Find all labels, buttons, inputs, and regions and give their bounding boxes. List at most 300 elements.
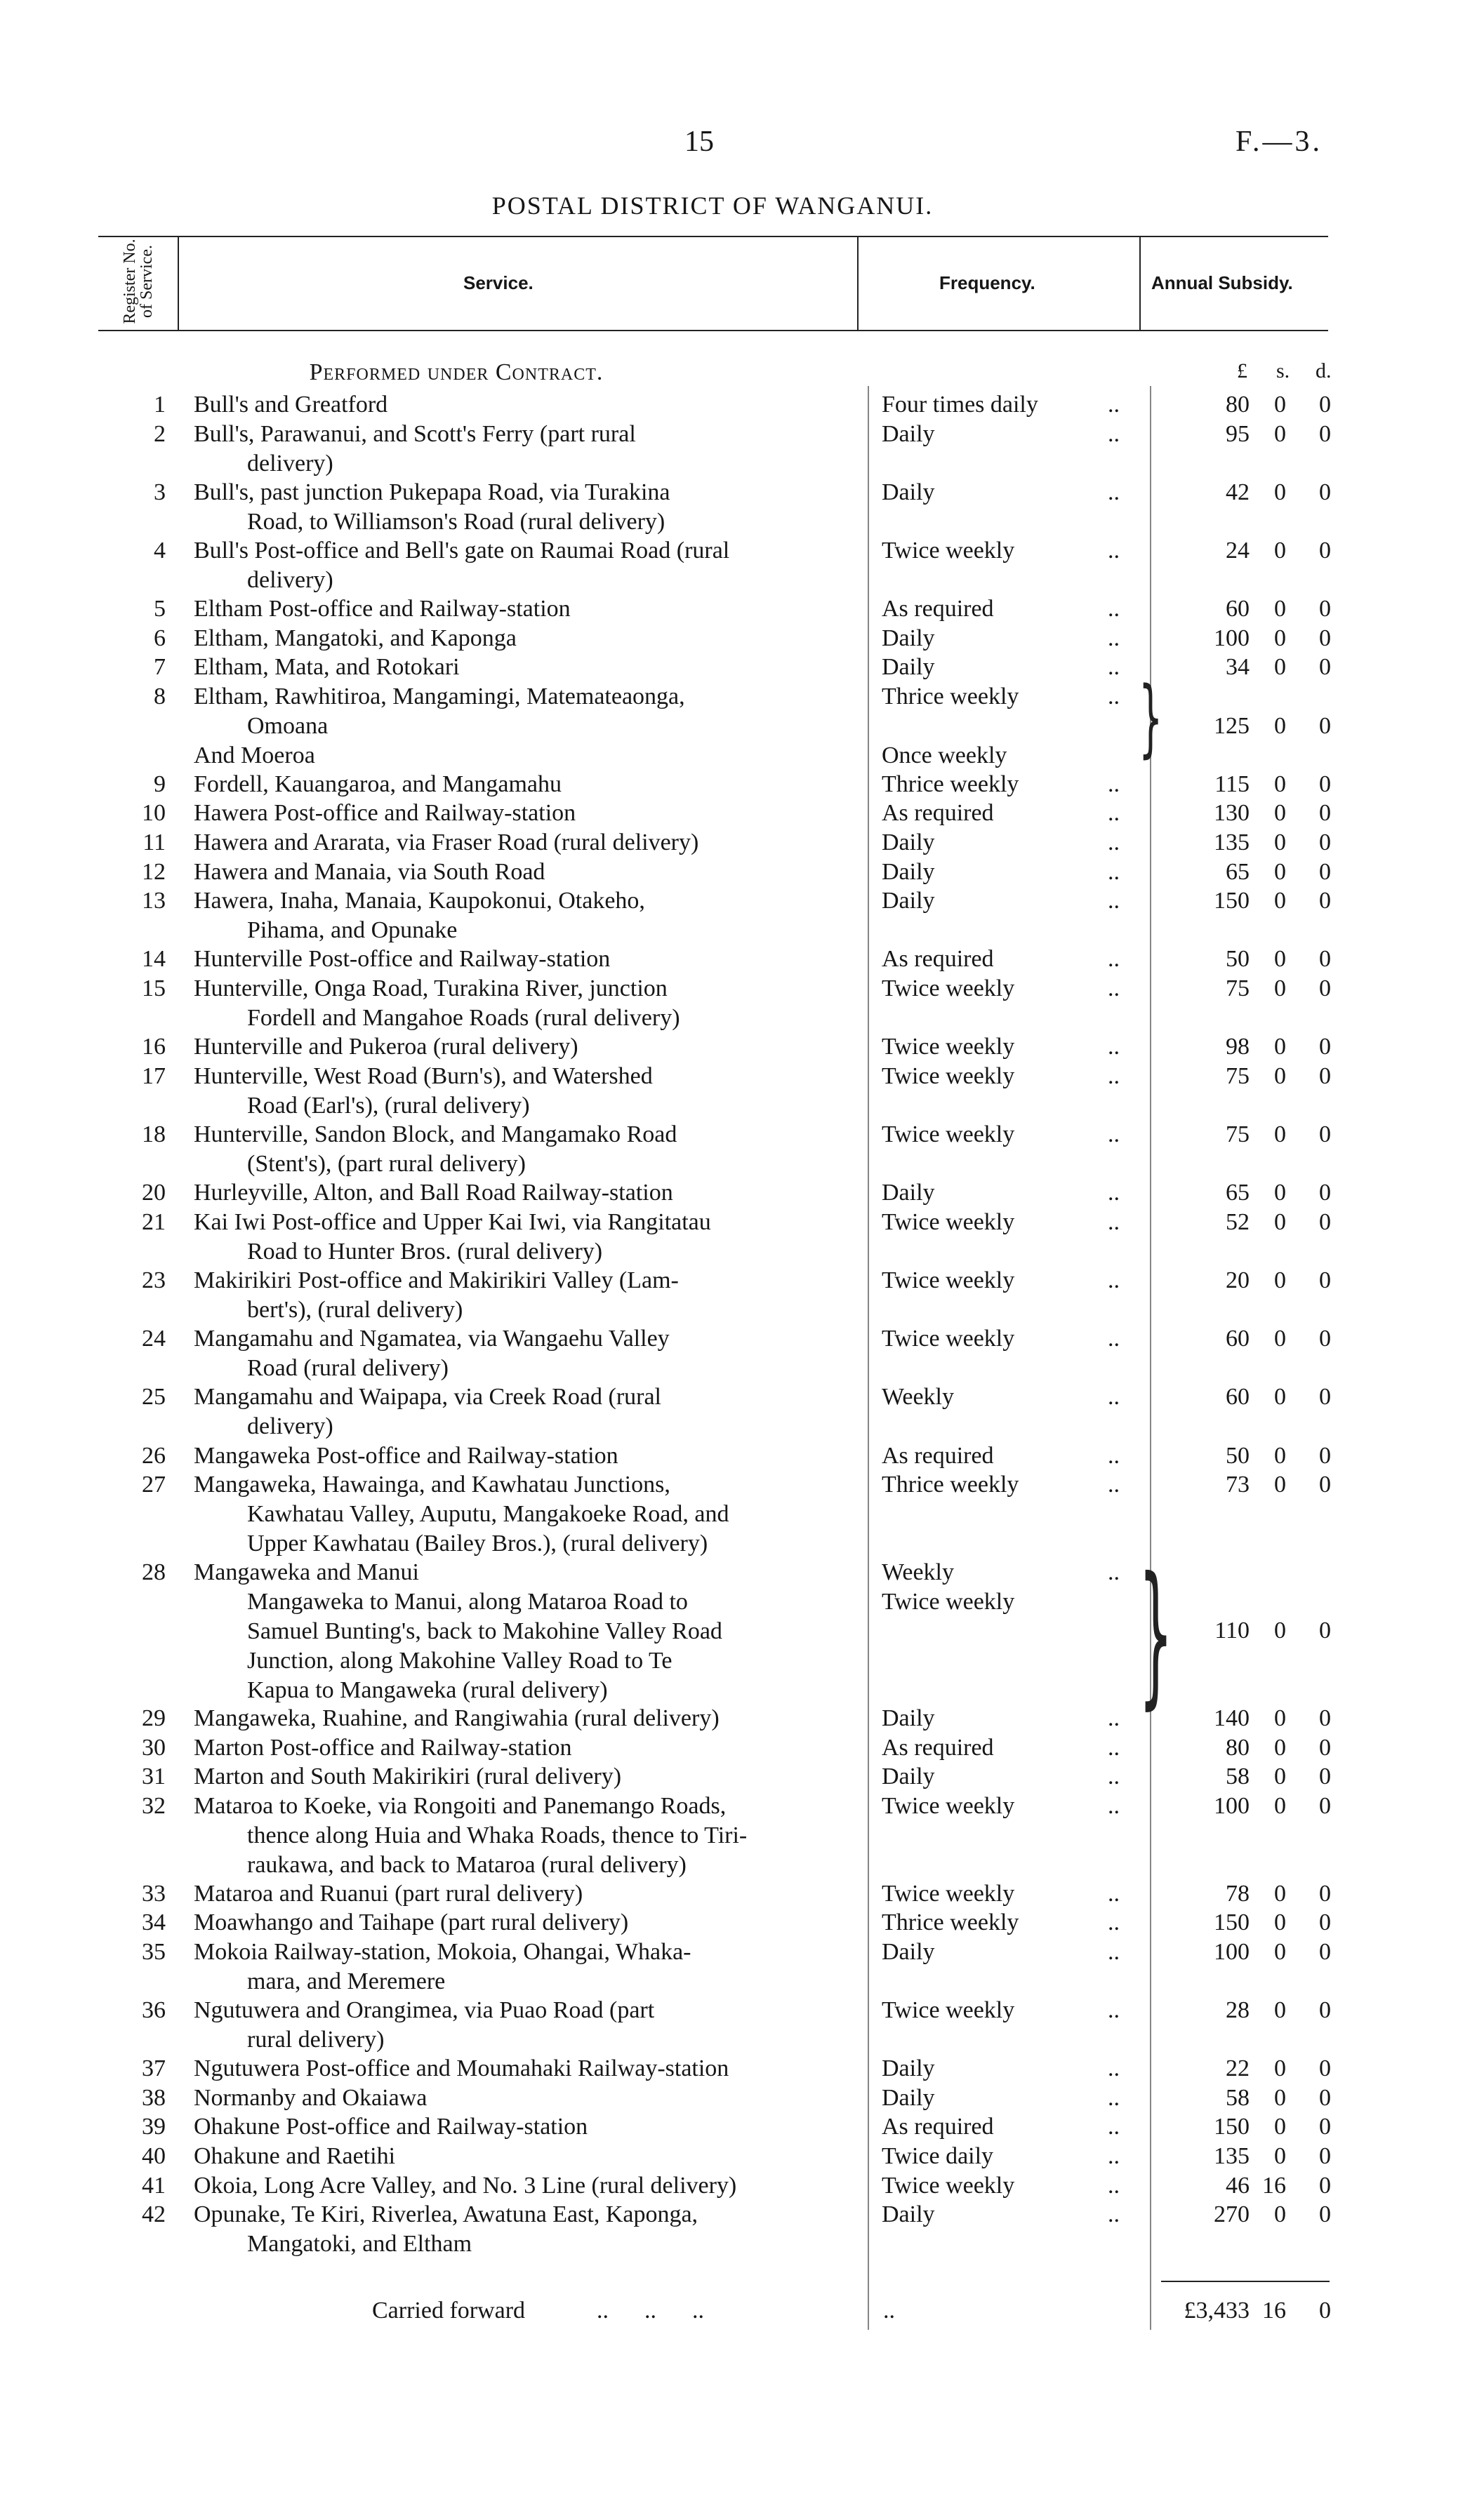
service-line: raukawa, and back to Mataroa (rural delivery) xyxy=(247,1851,687,1878)
subsidy-pence: 0 xyxy=(1319,1792,1331,1819)
subsidy-pounds: 60 xyxy=(1226,1326,1250,1352)
subsidy-pence: 0 xyxy=(1319,1997,1331,2023)
dot-leader: .. xyxy=(1108,420,1120,447)
subsidy-pence: 0 xyxy=(1319,1180,1331,1206)
body-rule-service xyxy=(868,386,869,2330)
register-number: 3 xyxy=(154,479,166,505)
frequency-line: Four times daily xyxy=(882,392,1038,418)
dot-leader: .. xyxy=(1108,1705,1120,1731)
dot-leader: .. xyxy=(1108,596,1120,622)
frequency xyxy=(882,478,1134,507)
subsidy-shillings: 0 xyxy=(1274,2143,1286,2169)
register-number: 1 xyxy=(154,392,166,418)
subsidy-pence: 0 xyxy=(1319,1938,1331,1965)
dot-leader: .. xyxy=(1108,2143,1120,2169)
subsidy-pounds: 46 xyxy=(1226,2172,1250,2199)
service-line: Mangaweka to Manui, along Mataroa Road to xyxy=(247,1589,688,1615)
service-description xyxy=(194,945,848,974)
carried-forward-shillings: 16 xyxy=(1262,2298,1286,2324)
subsidy-pounds: 125 xyxy=(1214,712,1250,739)
document-reference: F.—3. xyxy=(1235,126,1323,158)
subsidy-pence: 0 xyxy=(1319,1472,1331,1498)
register-number: 27 xyxy=(142,1472,166,1498)
frequency-line: Daily xyxy=(882,1705,935,1731)
service-description xyxy=(194,1208,848,1267)
subsidy-pounds: 75 xyxy=(1226,1121,1250,1147)
frequency xyxy=(882,594,1134,624)
service-line: (Stent's), (part rural delivery) xyxy=(247,1151,526,1177)
service-description xyxy=(194,828,848,858)
service-description xyxy=(194,624,848,653)
subsidy-shillings: 0 xyxy=(1274,946,1286,973)
subsidy-pence: 0 xyxy=(1319,1121,1331,1147)
service-line: Upper Kawhatau (Bailey Bros.), (rural delivery) xyxy=(247,1531,708,1557)
service-line: Eltham, Rawhitiroa, Mangamingi, Matemateaonga, xyxy=(194,684,685,709)
dot-leader: .. xyxy=(1108,1384,1120,1411)
subsidy-pounds: 135 xyxy=(1214,2143,1250,2169)
frequency-line xyxy=(882,712,1134,741)
subsidy-pounds: 20 xyxy=(1226,1267,1250,1293)
subsidy-pounds: 75 xyxy=(1226,975,1250,1001)
register-number: 25 xyxy=(142,1384,166,1411)
frequency xyxy=(882,2084,1134,2113)
frequency-line: As required xyxy=(882,946,994,973)
register-number: 32 xyxy=(142,1792,166,1819)
subsidy-pounds: 60 xyxy=(1226,596,1250,622)
service-line: Hunterville, West Road (Burn's), and Watershed xyxy=(194,1062,653,1089)
subsidy-pence: 0 xyxy=(1319,800,1331,827)
subsidy-shillings: 0 xyxy=(1274,829,1286,855)
frequency xyxy=(882,1062,1134,1091)
register-number: 28 xyxy=(142,1559,166,1585)
service-line: Hawera Post-office and Railway-station xyxy=(194,800,576,827)
subsidy-shillings: 0 xyxy=(1274,1326,1286,1352)
dot-leader: .. xyxy=(1108,1121,1120,1147)
service-line: Normanby and Okaiawa xyxy=(194,2084,428,2111)
frequency xyxy=(882,1120,1134,1149)
service-description xyxy=(194,653,848,682)
subsidy-pence: 0 xyxy=(1319,1618,1331,1644)
service-description xyxy=(194,2054,848,2084)
dot-leader: .. xyxy=(1108,625,1120,651)
dot-leader: .. xyxy=(1108,858,1120,885)
carried-forward-pounds: £3,433 xyxy=(1184,2298,1250,2324)
frequency-line: Daily xyxy=(882,2084,935,2111)
subsidy-pounds: 28 xyxy=(1226,1997,1250,2023)
column-header-subsidy: Annual Subsidy. xyxy=(1151,272,1293,293)
service-line: Hunterville and Pukeroa (rural delivery) xyxy=(194,1034,578,1060)
subsidy-pounds: 50 xyxy=(1226,1442,1250,1469)
frequency xyxy=(882,2054,1134,2084)
frequency xyxy=(882,390,1134,420)
subsidy-pounds: 65 xyxy=(1226,1180,1250,1206)
subsidy-shillings: 0 xyxy=(1274,654,1286,681)
subsidy-pounds: 34 xyxy=(1226,654,1250,681)
frequency-line: Daily xyxy=(882,888,935,914)
service-line: Eltham Post-office and Railway-station xyxy=(194,596,571,622)
frequency-line: Once weekly xyxy=(882,742,1007,768)
subsidy-shillings: 0 xyxy=(1274,975,1286,1001)
service-description xyxy=(194,799,848,828)
dot-leader: .. xyxy=(1108,479,1120,505)
frequency-line: Daily xyxy=(882,625,935,651)
subsidy-pence: 0 xyxy=(1319,829,1331,855)
register-number: 11 xyxy=(143,829,166,855)
frequency xyxy=(882,536,1134,566)
frequency xyxy=(882,420,1134,449)
service-line: Bull's, Parawanui, and Scott's Ferry (part rural xyxy=(194,420,636,447)
dot-leader: .. xyxy=(1108,2114,1120,2140)
frequency-line: Thrice weekly xyxy=(882,684,1019,709)
register-number: 6 xyxy=(154,625,166,651)
subsidy-shillings: 0 xyxy=(1274,1062,1286,1089)
register-number: 38 xyxy=(142,2084,166,2111)
dot-leader: .. xyxy=(1108,654,1120,681)
service-line: Hawera and Ararata, via Fraser Road (rural delivery) xyxy=(194,829,699,855)
subsidy-pounds: 98 xyxy=(1226,1034,1250,1060)
frequency-line: Twice weekly xyxy=(882,1326,1015,1352)
subsidy-pence: 0 xyxy=(1319,2114,1331,2140)
register-number: 41 xyxy=(142,2172,166,2199)
service-line: Kai Iwi Post-office and Upper Kai Iwi, via Rangitatau xyxy=(194,1208,711,1235)
dot-leader: .. xyxy=(1108,1734,1120,1761)
subsidy-pence: 0 xyxy=(1319,1326,1331,1352)
subsidy-pence: 0 xyxy=(1319,654,1331,681)
service-line: Ngutuwera Post-office and Moumahaki Railway-station xyxy=(194,2055,729,2082)
frequency xyxy=(882,1441,1134,1471)
service-description xyxy=(194,1441,848,1471)
frequency xyxy=(882,1178,1134,1208)
service-line: Road (rural delivery) xyxy=(247,1355,449,1382)
frequency xyxy=(882,1792,1134,1821)
subsidy-pounds: 100 xyxy=(1214,1938,1250,1965)
frequency-line: Daily xyxy=(882,479,935,505)
service-description xyxy=(194,2112,848,2142)
subsidy-pence: 0 xyxy=(1319,2143,1331,2169)
frequency xyxy=(882,886,1134,916)
subsidy-shillings: 0 xyxy=(1274,1705,1286,1731)
service-description xyxy=(194,594,848,624)
service-line: Mangatoki, and Eltham xyxy=(247,2231,472,2258)
subsidy-pence: 0 xyxy=(1319,1208,1331,1235)
frequency xyxy=(882,2171,1134,2201)
subsidy-pence: 0 xyxy=(1319,946,1331,973)
service-line: Bull's, past junction Pukepapa Road, via Turakina xyxy=(194,479,670,505)
subsidy-pence: 0 xyxy=(1319,1442,1331,1469)
register-number: 9 xyxy=(154,771,166,797)
subsidy-pence: 0 xyxy=(1319,1384,1331,1411)
frequency-line: Daily xyxy=(882,829,935,855)
subsidy-pounds: 78 xyxy=(1226,1880,1250,1907)
dot-leader: .. xyxy=(1108,538,1120,564)
frequency-line: Twice weekly xyxy=(882,975,1015,1001)
subsidy-pence: 0 xyxy=(1319,392,1331,418)
subsidy-shillings: 0 xyxy=(1274,1384,1286,1411)
service-description xyxy=(194,420,848,479)
service-line: thence along Huia and Whaka Roads, thence to Tiri- xyxy=(247,1822,748,1848)
subsidy-pence: 0 xyxy=(1319,2084,1331,2111)
subsidy-pounds: 24 xyxy=(1226,538,1250,564)
subsidy-pence: 0 xyxy=(1319,1267,1331,1293)
frequency-line: Daily xyxy=(882,1938,935,1965)
service-description xyxy=(194,886,848,945)
service-line: delivery) xyxy=(247,567,333,593)
frequency-line: Twice weekly xyxy=(882,2172,1015,2199)
frequency xyxy=(882,1704,1134,1733)
frequency xyxy=(882,770,1134,799)
dot-leader: .. xyxy=(1108,1792,1120,1819)
subsidy-pounds: 80 xyxy=(1226,1734,1250,1761)
subsidy-pence: 0 xyxy=(1319,2055,1331,2082)
service-description xyxy=(194,1938,848,1996)
dot-leader: .. xyxy=(1108,1062,1120,1089)
subsidy-pounds: 140 xyxy=(1214,1705,1250,1731)
frequency-line: As required xyxy=(882,596,994,622)
col-divider-frequency xyxy=(1139,237,1141,330)
service-description xyxy=(194,858,848,887)
service-line: Mangamahu and Waipapa, via Creek Road (rural xyxy=(194,1384,662,1411)
service-line: Hunterville, Onga Road, Turakina River, junction xyxy=(194,975,668,1001)
register-number: 21 xyxy=(142,1208,166,1235)
subsidy-shillings: 0 xyxy=(1274,1267,1286,1293)
subsidy-pence: 0 xyxy=(1319,479,1331,505)
register-number: 35 xyxy=(142,1938,166,1965)
dot-leader: .. xyxy=(1108,1180,1120,1206)
service-line: Road to Hunter Bros. (rural delivery) xyxy=(247,1238,603,1265)
subsidy-pence: 0 xyxy=(1319,420,1331,447)
register-number: 33 xyxy=(142,1880,166,1907)
frequency-line: Daily xyxy=(882,858,935,885)
subsidy-pounds: 50 xyxy=(1226,946,1250,973)
column-header-service: Service. xyxy=(463,272,534,293)
service-description xyxy=(194,478,848,537)
subsidy-shillings: 0 xyxy=(1274,1034,1286,1060)
service-description xyxy=(194,682,848,771)
service-description xyxy=(194,974,848,1033)
frequency xyxy=(882,1733,1134,1763)
subsidy-shillings: 0 xyxy=(1274,392,1286,418)
frequency-line: Daily xyxy=(882,2201,935,2228)
subsidy-pounds: 150 xyxy=(1214,2114,1250,2140)
service-line: Hunterville, Sandon Block, and Mangamako Road xyxy=(194,1121,677,1147)
service-line: Omoana xyxy=(247,713,329,739)
service-line: bert's), (rural delivery) xyxy=(247,1297,463,1323)
subsidy-pounds: 270 xyxy=(1214,2201,1250,2228)
subsidy-shillings: 0 xyxy=(1274,2055,1286,2082)
subsidy-shillings: 0 xyxy=(1274,2114,1286,2140)
subsidy-pounds: 95 xyxy=(1226,420,1250,447)
col-divider-service xyxy=(857,237,859,330)
subsidy-shillings: 0 xyxy=(1274,1618,1286,1644)
service-description xyxy=(194,2084,848,2113)
frequency xyxy=(882,1382,1134,1412)
subsidy-pounds: 135 xyxy=(1214,829,1250,855)
service-description xyxy=(194,770,848,799)
service-description xyxy=(194,1908,848,1938)
frequency xyxy=(882,799,1134,828)
subsidy-pence: 0 xyxy=(1319,858,1331,885)
service-line: And Moeroa xyxy=(194,742,315,768)
subsidy-shillings: 0 xyxy=(1274,888,1286,914)
dot-leader: .. xyxy=(1108,888,1120,914)
subsidy-pounds: 130 xyxy=(1214,800,1250,827)
service-line: Ohakune Post-office and Railway-station xyxy=(194,2114,588,2140)
frequency-line: As required xyxy=(882,1442,994,1469)
frequency xyxy=(882,624,1134,653)
service-description xyxy=(194,1704,848,1733)
subsidy-pence: 0 xyxy=(1319,975,1331,1001)
subsidy-shillings: 0 xyxy=(1274,1909,1286,1936)
shillings-header: s. xyxy=(1276,359,1290,382)
subsidy-pence: 0 xyxy=(1319,625,1331,651)
register-number: 18 xyxy=(142,1121,166,1147)
subsidy-shillings: 0 xyxy=(1274,712,1286,739)
subsidy-pence: 0 xyxy=(1319,712,1331,739)
frequency-line: Twice weekly xyxy=(882,1880,1015,1907)
dot-leader: .. xyxy=(1108,2172,1120,2199)
dot-leader: .. xyxy=(1108,946,1120,973)
service-description xyxy=(194,1382,848,1441)
frequency xyxy=(882,1032,1134,1062)
service-description xyxy=(194,1470,848,1559)
subsidy-pounds: 60 xyxy=(1226,1384,1250,1411)
subsidy-shillings: 0 xyxy=(1274,800,1286,827)
service-description xyxy=(194,2171,848,2201)
frequency-line: Daily xyxy=(882,654,935,681)
frequency xyxy=(882,653,1134,682)
frequency xyxy=(882,2200,1134,2229)
subsidy-pounds: 150 xyxy=(1214,1909,1250,1936)
service-line: Makirikiri Post-office and Makirikiri Valley (Lam- xyxy=(194,1267,679,1293)
service-line: Junction, along Makohine Valley Road to Te xyxy=(247,1648,673,1674)
carried-forward-label: Carried forward xyxy=(372,2298,526,2324)
subsidy-shillings: 0 xyxy=(1274,1997,1286,2023)
frequency xyxy=(882,682,1134,771)
subsidy-shillings: 0 xyxy=(1274,1764,1286,1790)
service-description xyxy=(194,2142,848,2171)
subsidy-pounds: 110 xyxy=(1214,1618,1250,1644)
frequency xyxy=(882,1996,1134,2025)
frequency xyxy=(882,1908,1134,1938)
service-line: delivery) xyxy=(247,1413,333,1440)
register-number: 40 xyxy=(142,2143,166,2169)
subsidy-pence: 0 xyxy=(1319,888,1331,914)
frequency xyxy=(882,1266,1134,1295)
frequency xyxy=(882,2142,1134,2171)
register-number: 2 xyxy=(154,420,166,447)
frequency xyxy=(882,828,1134,858)
subsidy-pounds: 52 xyxy=(1226,1208,1250,1235)
subsidy-shillings: 0 xyxy=(1274,1208,1286,1235)
service-description xyxy=(194,1792,848,1880)
dot-leader: .. xyxy=(1108,1938,1120,1965)
subsidy-pence: 0 xyxy=(1319,1764,1331,1790)
frequency-line: Twice weekly xyxy=(882,1062,1015,1089)
frequency xyxy=(882,945,1134,974)
dot-leader: .. xyxy=(1108,2201,1120,2228)
subsidy-shillings: 0 xyxy=(1274,771,1286,797)
subsidy-pounds: 73 xyxy=(1226,1472,1250,1498)
service-line: Hunterville Post-office and Railway-station xyxy=(194,946,611,973)
subsidy-shillings: 16 xyxy=(1262,2172,1286,2199)
brace-row-28: } xyxy=(1139,1544,1173,1724)
register-number: 31 xyxy=(142,1764,166,1790)
dot-leader: .. xyxy=(1108,2055,1120,2082)
subsidy-pounds: 58 xyxy=(1226,2084,1250,2111)
register-number: 16 xyxy=(142,1034,166,1060)
service-description xyxy=(194,1178,848,1208)
register-number: 34 xyxy=(142,1909,166,1936)
dot-leader: .. xyxy=(1108,392,1120,418)
subsidy-shillings: 0 xyxy=(1274,1180,1286,1206)
brace-row-8: } xyxy=(1139,669,1163,767)
page-title: POSTAL DISTRICT OF WANGANUI. xyxy=(491,192,934,220)
subsidy-shillings: 0 xyxy=(1274,1792,1286,1819)
total-rule xyxy=(1161,2281,1330,2282)
service-line: Mangamahu and Ngamatea, via Wangaehu Valley xyxy=(194,1326,670,1352)
frequency-line: Thrice weekly xyxy=(882,1472,1019,1498)
subsidy-shillings: 0 xyxy=(1274,2201,1286,2228)
frequency-line: Thrice weekly xyxy=(882,1909,1019,1936)
subsidy-shillings: 0 xyxy=(1274,1880,1286,1907)
register-number: 24 xyxy=(142,1326,166,1352)
register-number: 20 xyxy=(142,1180,166,1206)
register-number: 30 xyxy=(142,1734,166,1761)
subsidy-shillings: 0 xyxy=(1274,2084,1286,2111)
service-line: Okoia, Long Acre Valley, and No. 3 Line (rural delivery) xyxy=(194,2172,737,2199)
service-description xyxy=(194,536,848,595)
service-description xyxy=(194,1266,848,1325)
page-number: 15 xyxy=(684,126,714,158)
register-number: 8 xyxy=(154,684,166,709)
dot-leader: .. xyxy=(1108,1267,1120,1293)
service-line: Mangaweka and Manui xyxy=(194,1559,420,1585)
register-number: 13 xyxy=(142,888,166,914)
frequency xyxy=(882,1762,1134,1792)
dot-leader: .. xyxy=(1108,1208,1120,1235)
service-line: Opunake, Te Kiri, Riverlea, Awatuna East, Kaponga, xyxy=(194,2201,698,2228)
service-description xyxy=(194,2200,848,2259)
register-number: 10 xyxy=(142,800,166,827)
service-line: Mataroa and Ruanui (part rural delivery) xyxy=(194,1880,583,1907)
dot-leader: .. xyxy=(1108,1472,1120,1498)
table-header-bottom-rule xyxy=(98,330,1328,331)
register-number: 14 xyxy=(142,946,166,973)
dot-leader: .. xyxy=(1108,800,1120,827)
service-description xyxy=(194,390,848,420)
register-number: 15 xyxy=(142,975,166,1001)
subsidy-pence: 0 xyxy=(1319,771,1331,797)
dot-leader: .. xyxy=(1108,684,1120,709)
frequency xyxy=(882,1879,1134,1909)
subsidy-shillings: 0 xyxy=(1274,1472,1286,1498)
service-line: Road, to Williamson's Road (rural delivery) xyxy=(247,508,665,535)
subsidy-pence: 0 xyxy=(1319,1734,1331,1761)
frequency-line: Thrice weekly xyxy=(882,771,1019,797)
frequency-line: Twice daily xyxy=(882,2143,994,2169)
pence-header: d. xyxy=(1316,359,1332,382)
frequency-line: Twice weekly xyxy=(882,1792,1015,1819)
subsidy-pence: 0 xyxy=(1319,1880,1331,1907)
subsidy-pounds: 100 xyxy=(1214,1792,1250,1819)
subsidy-shillings: 0 xyxy=(1274,1734,1286,1761)
subsidy-pence: 0 xyxy=(1319,1034,1331,1060)
service-line: Hawera, Inaha, Manaia, Kaupokonui, Otakeho, xyxy=(194,888,645,914)
register-number: 5 xyxy=(154,596,166,622)
subsidy-shillings: 0 xyxy=(1274,1442,1286,1469)
register-number: 26 xyxy=(142,1442,166,1469)
column-header-register: Register No. of Service. xyxy=(121,238,156,324)
